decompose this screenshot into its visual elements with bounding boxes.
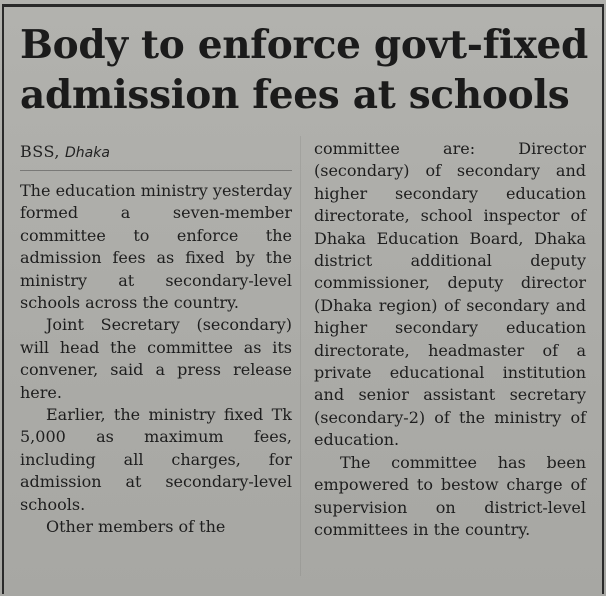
paragraph-4-start: Other members of the bbox=[46, 517, 226, 537]
top-border-rule bbox=[4, 4, 602, 7]
column-divider bbox=[300, 136, 301, 576]
article-byline bbox=[20, 142, 110, 161]
paragraph-4-continued: committee are: Director (secondary) of secondary and higher secondary education directorate, school inspector of Dhaka Education Board, Dhaka district additional deputy commissioner, deputy director (Dhaka region) of secondary and higher secondary education directorate, headmaster of a private educational institution and senior assistant secretary (secondary-2) of the ministry of education. bbox=[314, 139, 586, 450]
byline-agency: BSS, bbox=[20, 142, 60, 161]
paragraph-3: Earlier, the ministry fixed Tk 5,000 as maximum fees, including all charges, for admission at secondary-level schools. bbox=[20, 405, 292, 514]
byline-divider bbox=[20, 170, 292, 171]
left-border-rule bbox=[2, 4, 4, 594]
article-column-left bbox=[20, 180, 292, 539]
byline-city: Dhaka bbox=[65, 145, 110, 161]
article-column-right bbox=[314, 138, 586, 541]
paragraph-1: The education ministry yesterday formed a seven-member committee to enforce the admission fees as fixed by the ministry at secondary-level schools across the country. bbox=[20, 181, 292, 313]
right-border-rule bbox=[602, 4, 604, 594]
paragraph-5: The committee has been empowered to bestow charge of supervision on district-level committees in the country. bbox=[314, 452, 586, 539]
paragraph-2: Joint Secretary (secondary) will head the committee as its convener, said a press release here. bbox=[20, 315, 292, 402]
article-headline: Body to enforce govt-fixed admission fees at schools bbox=[20, 22, 589, 118]
